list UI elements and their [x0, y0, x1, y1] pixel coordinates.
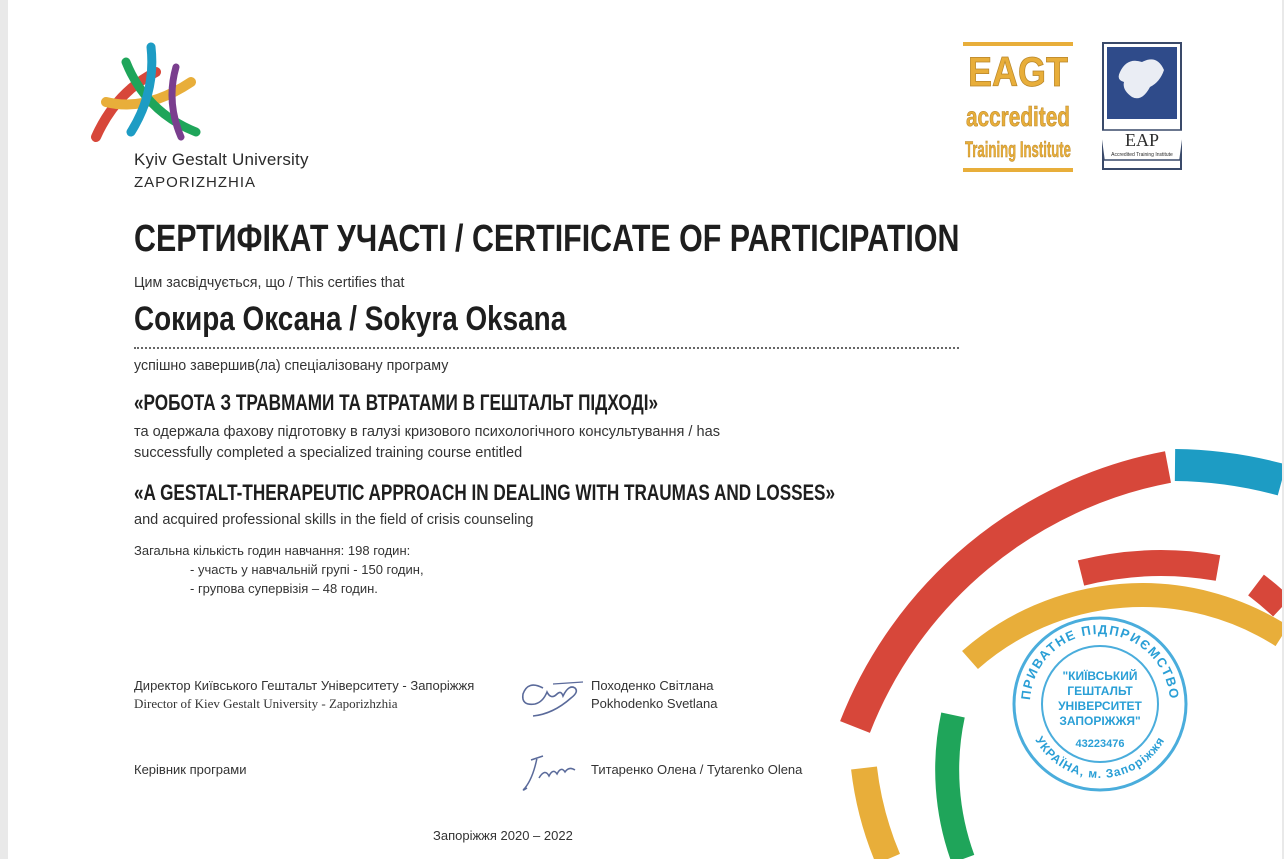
- university-city: ZAPORIZHZHIA: [134, 174, 257, 191]
- completed-text: успішно завершив(ла) спеціалізовану програму: [134, 357, 449, 374]
- eap-label: EAP: [1124, 130, 1160, 150]
- name-underline: [134, 347, 959, 349]
- arc-red-right: [1256, 585, 1282, 607]
- stamp-line-1: "КИЇВСЬКИЙ: [1062, 669, 1138, 683]
- director-name-en: Pokhodenko Svetlana: [591, 696, 718, 711]
- description-line-1: та одержала фахову підготовку в галузі кризового психологічного консультування / has: [134, 423, 720, 440]
- head-signature: [513, 748, 585, 798]
- university-name: Kyiv Gestalt University: [134, 150, 309, 169]
- skills-text: and acquired professional skills in the field of crisis counseling: [134, 511, 534, 528]
- program-title-en: «A GESTALT-THERAPEUTIC APPROACH IN DEALING WITH TRAUMAS AND LOSSES»: [134, 480, 836, 505]
- hours-group: - участь у навчальній групі - 150 годин,: [190, 562, 424, 577]
- eap-sub: Accredited Training Institute: [1111, 152, 1173, 158]
- director-name-ua: Походенко Світлана: [591, 678, 714, 693]
- eagt-training: Training Institute: [965, 137, 1071, 162]
- stamp-line-2: ГЕШТАЛЬТ: [1067, 684, 1133, 698]
- eagt-accreditation-logo: [963, 42, 1073, 172]
- program-head-name: Титаренко Олена / Tytarenko Olena: [591, 762, 803, 777]
- hours-total: Загальна кількість годин навчання: 198 годин:: [134, 543, 411, 558]
- description-line-2: successfully completed a specialized training course entitled: [134, 444, 523, 461]
- program-head-label: Керівник програми: [134, 762, 247, 777]
- stamp-outer-bottom: УКРАЇНА, м. Запоріжжя: [1032, 733, 1168, 782]
- arc-yellow-lower: [864, 768, 888, 859]
- hours-supervision: - групова супервізія – 48 годин.: [190, 581, 378, 596]
- stamp-line-3: УНІВЕРСИТЕТ: [1058, 699, 1142, 713]
- program-title-ua: «РОБОТА З ТРАВМАМИ ТА ВТРАТАМИ В ГЕШТАЛЬТ ПІДХОДІ»: [134, 390, 659, 415]
- participant-name: Сокира Оксана / Sokyra Oksana: [134, 300, 567, 338]
- arc-red-mid: [1081, 563, 1218, 573]
- certifies-text: Цим засвідчується, що / This certifies that: [134, 274, 405, 291]
- eagt-accredited: accredited: [966, 101, 1070, 132]
- arc-green-inner: [947, 715, 963, 859]
- footer-place-years: Запоріжжя 2020 – 2022: [433, 828, 573, 843]
- eap-accreditation-logo: [1102, 42, 1182, 170]
- certificate-page: [8, 0, 1282, 859]
- certificate-title: СЕРТИФІКАТ УЧАСТІ / CERTIFICATE OF PARTICIPATION: [134, 218, 960, 260]
- stamp-line-4: ЗАПОРІЖЖЯ": [1059, 714, 1141, 728]
- stamp-outer-top: ПРИВАТНЕ ПІДПРИЄМСТВО: [1017, 621, 1183, 701]
- kgu-logo-icon: [86, 42, 206, 152]
- arc-blue-outer: [1175, 465, 1282, 480]
- director-title-ua: Директор Київського Гештальт Університету - Запоріжжя: [134, 678, 475, 693]
- director-title-en: Director of Kiev Gestalt University - Zaporizhzhia: [134, 696, 398, 711]
- stamp-code: 43223476: [1075, 738, 1125, 750]
- eagt-title: EAGT: [968, 48, 1069, 95]
- official-stamp: [1008, 612, 1193, 797]
- director-signature: [513, 670, 585, 720]
